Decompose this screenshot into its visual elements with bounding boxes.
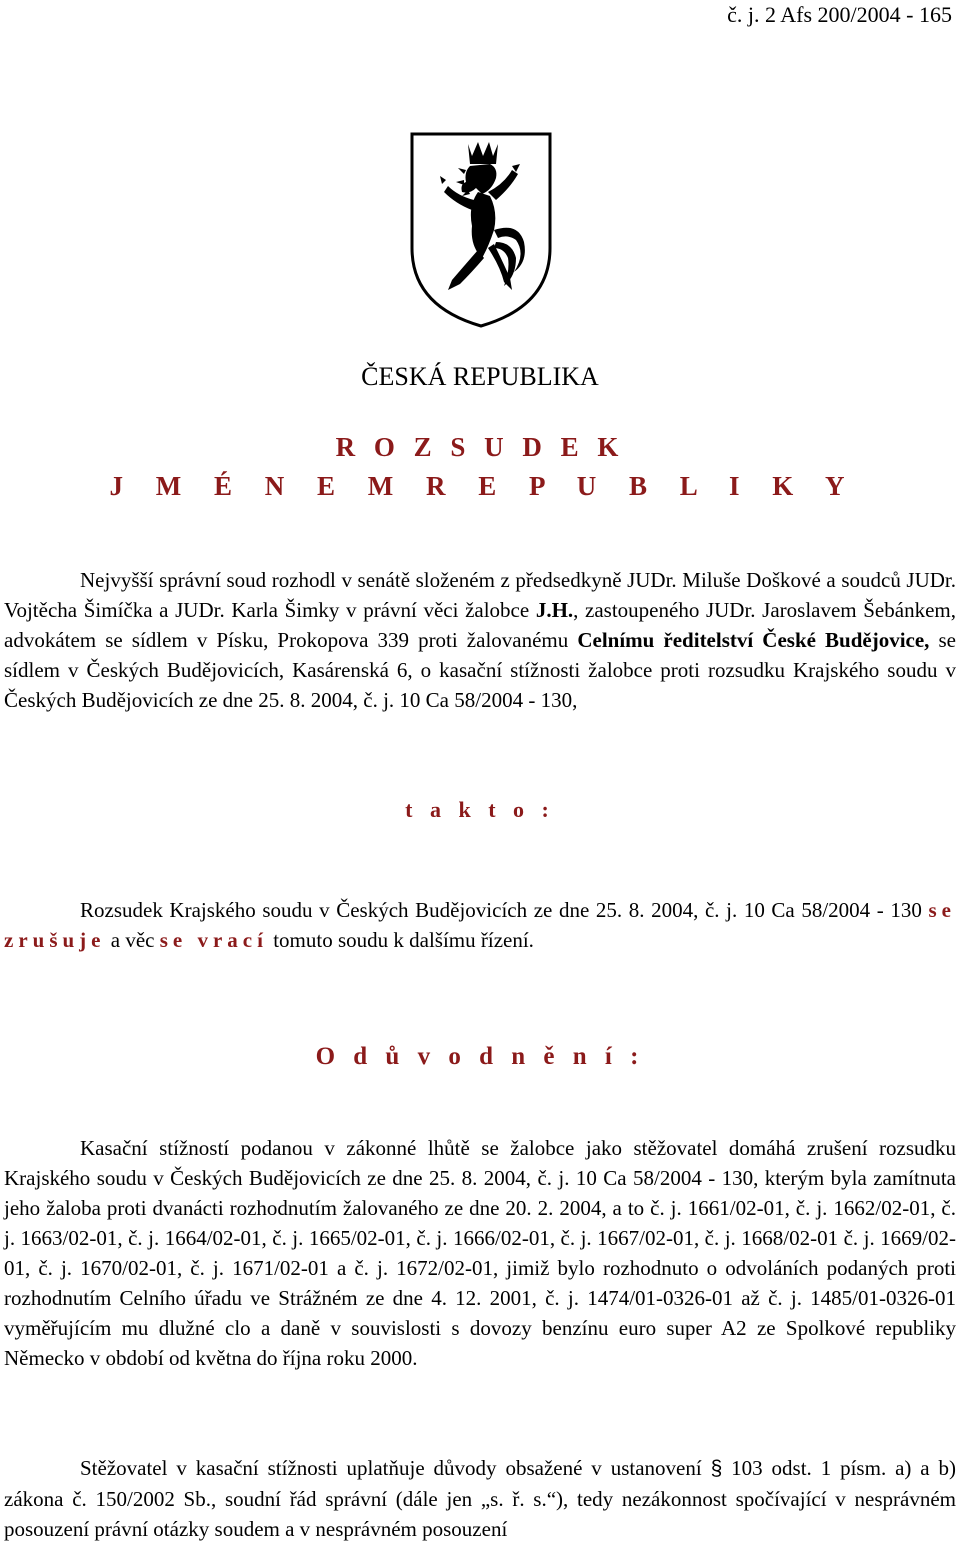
takto-heading: t a k t o : <box>405 797 555 822</box>
plaintiff-name: J.H. <box>535 598 574 622</box>
judgment-title: R O Z S U D E K <box>335 432 625 462</box>
verdict-text-2: a věc <box>105 928 160 952</box>
reasoning-text-2a: Stěžovatel v kasační stížnosti uplatňuje důvody obsažené v ustanovení <box>80 1456 711 1480</box>
section-sign: § <box>710 1457 723 1480</box>
verdict-paragraph <box>4 895 956 955</box>
reasoning-heading: O d ů v o d n ě n í : <box>315 1043 645 1070</box>
reasoning-text-2b: 103 odst. 1 písm. a) a b) zákona č. 150/2002 Sb., soudní řád správní (dále jen „s. ř. s.“), tedy nezákonnost spočívající v nesprávném posouzení právní otázky soudem a v nesprávném posouzení <box>4 1456 956 1541</box>
intro-paragraph <box>4 565 956 715</box>
reasoning-paragraph-2 <box>4 1453 956 1544</box>
verdict-emphasis-vraci: se vrací <box>159 928 268 952</box>
intro-text-2: , zastoupeného JUDr. Jaroslavem Šebánkem, advokátem se sídlem v Písku, Prokopova 339 proti žalovanému <box>4 598 956 652</box>
defendant-name: Celnímu ředitelství České Budějovice, <box>577 628 930 652</box>
judgment-subtitle: J M É N E M R E P U B L I K Y <box>109 471 851 501</box>
verdict-text-1: Rozsudek Krajského soudu v Českých Budějovicích ze dne 25. 8. 2004, č. j. 10 Ca 58/2004 - 130 <box>80 898 929 922</box>
country-heading: ČESKÁ REPUBLIKA <box>361 362 599 391</box>
czech-lion-coat-of-arms-icon <box>408 130 554 330</box>
reasoning-text-1: Kasační stížností podanou v zákonné lhůtě se žalobce jako stěžovatel domáhá zrušení rozsudku Krajského soudu v Českých Budějovicích ze dne 25. 8. 2004, č. j. 10 Ca 58/2004 - 130, kterým byla zamítnuta jeho žaloba proti dvanácti rozhodnutím žalovaného ze dne 20. 2. 2004, a to č. j. 1661/02-01, č. j. 1662/02-01, č. j. 1663/02-01, č. j. 1664/02-01, č. j. 1665/02-01, č. j. 1666/02-01, č. j. 1667/02-01, č. j. 1668/02-01 č. j. 1669/02-01, č. j. 1670/02-01, č. j. 1671/02-01 a č. j. 1672/02-01, jimiž bylo rozhodnuto o odvoláních podaných proti rozhodnutím Celního úřadu ve Strážném ze dne 4. 12. 2001, č. j. 1474/01-0326-01 až č. j. 1485/01-0326-01 vyměřujícím mu dlužné clo a daně v souvislosti s dovozy benzínu euro super A2 ze Spolkové republiky Německo v období od května do října roku 2000. <box>4 1136 956 1370</box>
reasoning-paragraph-1 <box>4 1133 956 1373</box>
case-reference: č. j. 2 Afs 200/2004 - 165 <box>727 2 952 27</box>
verdict-text-3: tomuto soudu k dalšímu řízení. <box>267 928 534 952</box>
verdict-emphasis-zrusuje: se zrušuje <box>4 898 956 952</box>
intro-text-1: Nejvyšší správní soud rozhodl v senátě složeném z předsedkyně JUDr. Miluše Doškové a soudců JUDr. Vojtěcha Šimíčka a JUDr. Karla Šimky v právní věci žalobce <box>4 568 956 622</box>
intro-text-3: se sídlem v Českých Budějovicích, Kasárenská 6, o kasační stížnosti žalobce proti rozsudku Krajského soudu v Českých Budějovicích ze dne 25. 8. 2004, č. j. 10 Ca 58/2004 - 130, <box>4 628 957 712</box>
